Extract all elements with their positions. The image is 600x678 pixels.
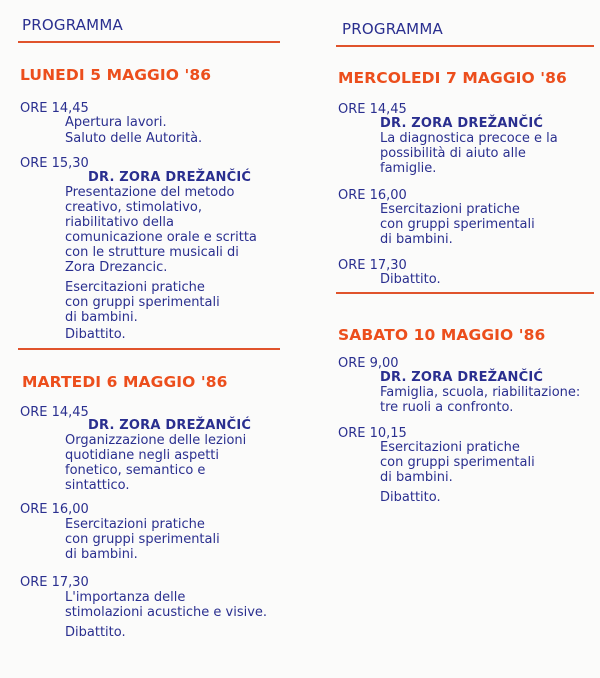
session-text: fonetico, semantico e bbox=[65, 463, 206, 478]
session-text: con gruppi sperimentali bbox=[65, 532, 220, 547]
divider bbox=[336, 292, 594, 294]
speaker-name: DR. ZORA DREŽANČIĆ bbox=[380, 116, 544, 131]
session-text: famiglie. bbox=[380, 161, 437, 176]
session-text: Dibattito. bbox=[380, 272, 441, 287]
session-text: con gruppi sperimentali bbox=[380, 217, 535, 232]
session-time: ORE 15,30 bbox=[20, 156, 89, 171]
session-text: Dibattito. bbox=[380, 490, 441, 505]
session-text: Presentazione del metodo bbox=[65, 185, 235, 200]
speaker-name: DR. ZORA DREŽANČIĆ bbox=[380, 370, 544, 385]
session-text: Esercitazioni pratiche bbox=[380, 440, 520, 455]
session-text: riabilitativo della bbox=[65, 215, 175, 230]
session-text: Dibattito. bbox=[65, 327, 126, 342]
divider bbox=[18, 348, 280, 350]
session-text: Apertura lavori. bbox=[65, 115, 167, 130]
session-text: di bambini. bbox=[380, 232, 453, 247]
program-header: PROGRAMMA bbox=[22, 16, 123, 34]
session-text: quotidiane negli aspetti bbox=[65, 448, 219, 463]
day-heading: SABATO 10 MAGGIO '86 bbox=[338, 326, 546, 344]
session-text: comunicazione orale e scritta bbox=[65, 230, 257, 245]
session-text: di bambini. bbox=[380, 470, 453, 485]
session-time: ORE 14,45 bbox=[20, 405, 89, 420]
session-time: ORE 16,00 bbox=[20, 502, 89, 517]
day-heading: LUNEDI 5 MAGGIO '86 bbox=[20, 66, 212, 84]
session-time: ORE 16,00 bbox=[338, 188, 407, 203]
session-text: con gruppi sperimentali bbox=[65, 295, 220, 310]
session-time: ORE 17,30 bbox=[20, 575, 89, 590]
divider bbox=[18, 41, 280, 43]
divider bbox=[336, 45, 594, 47]
session-time: ORE 10,15 bbox=[338, 426, 407, 441]
session-text: con gruppi sperimentali bbox=[380, 455, 535, 470]
session-text: Esercitazioni pratiche bbox=[380, 202, 520, 217]
session-text: La diagnostica precoce e la bbox=[380, 131, 558, 146]
session-text: L'importanza delle bbox=[65, 590, 186, 605]
session-text: con le strutture musicali di bbox=[65, 245, 239, 260]
day-heading: MARTEDI 6 MAGGIO '86 bbox=[22, 373, 228, 391]
speaker-name: DR. ZORA DREŽANČIĆ bbox=[88, 170, 252, 185]
session-text: possibilità di aiuto alle bbox=[380, 146, 526, 161]
session-text: Saluto delle Autorità. bbox=[65, 131, 203, 146]
session-text: Esercitazioni pratiche bbox=[65, 517, 205, 532]
session-text: stimolazioni acustiche e visive. bbox=[65, 605, 268, 620]
session-time: ORE 17,30 bbox=[338, 258, 407, 273]
session-text: Esercitazioni pratiche bbox=[65, 280, 205, 295]
session-text: tre ruoli a confronto. bbox=[380, 400, 514, 415]
session-time: ORE 14,45 bbox=[20, 101, 89, 116]
session-text: Famiglia, scuola, riabilitazione: bbox=[380, 385, 581, 400]
session-text: Organizzazione delle lezioni bbox=[65, 433, 247, 448]
session-text: creativo, stimolativo, bbox=[65, 200, 202, 215]
session-time: ORE 9,00 bbox=[338, 356, 399, 371]
program-header: PROGRAMMA bbox=[342, 20, 443, 38]
session-text: Zora Drezancic. bbox=[65, 260, 168, 275]
speaker-name: DR. ZORA DREŽANČIĆ bbox=[88, 418, 252, 433]
session-text: di bambini. bbox=[65, 310, 138, 325]
session-text: di bambini. bbox=[65, 547, 138, 562]
day-heading: MERCOLEDI 7 MAGGIO '86 bbox=[338, 69, 567, 87]
session-text: Dibattito. bbox=[65, 625, 126, 640]
session-text: sintattico. bbox=[65, 478, 130, 493]
session-time: ORE 14,45 bbox=[338, 102, 407, 117]
